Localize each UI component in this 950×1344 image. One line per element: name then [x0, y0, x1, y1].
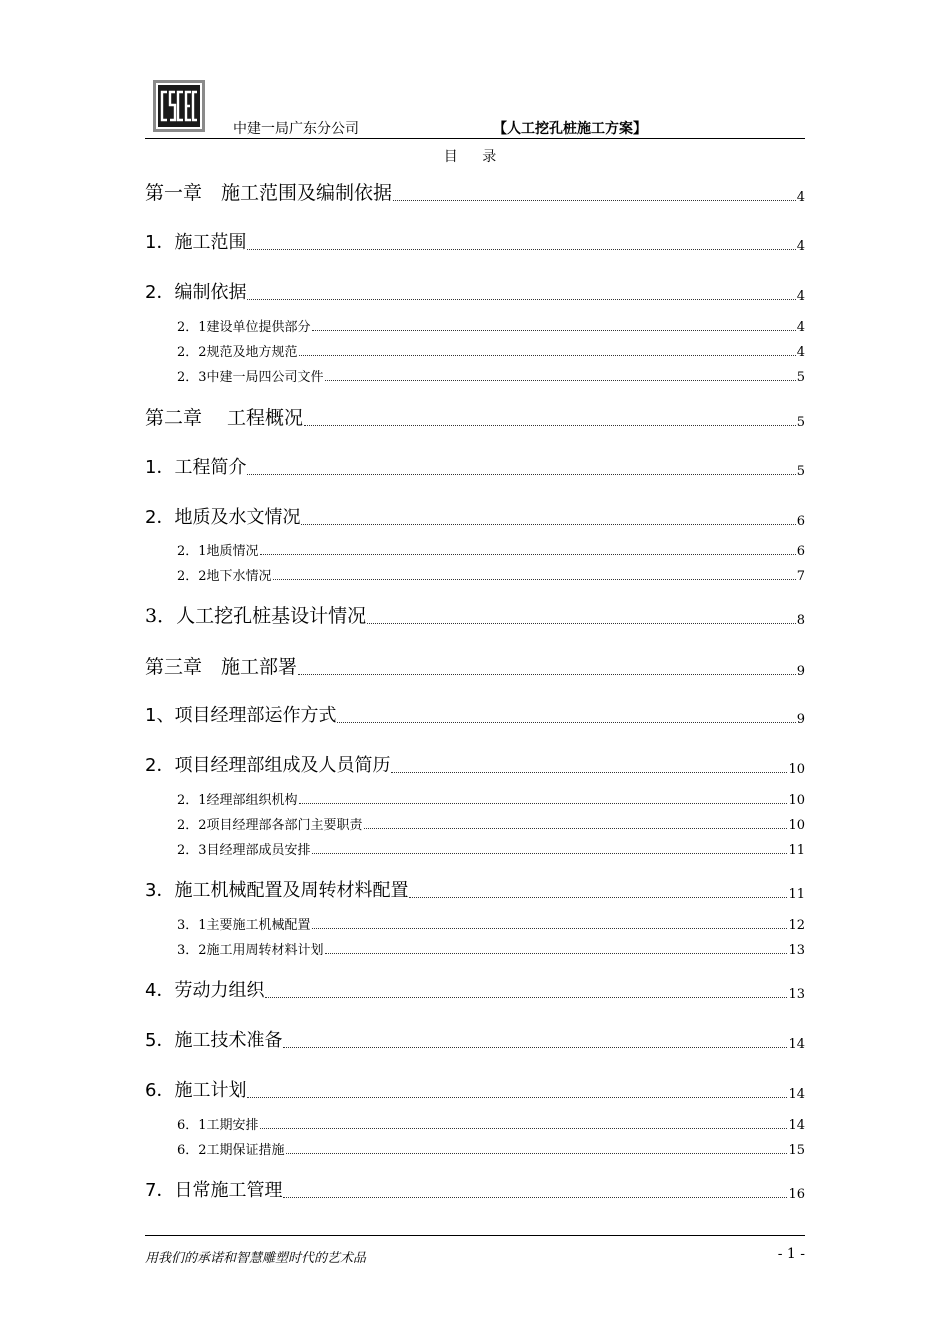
toc-entry-label: 第一章 施工范围及编制依据 — [145, 182, 393, 204]
toc-entry-label: 2．2地下水情况 — [177, 569, 272, 584]
toc-entry[interactable] — [145, 814, 805, 833]
company-name: 中建一局广东分公司 — [233, 121, 359, 137]
toc-entry[interactable] — [145, 1139, 805, 1158]
toc-dot-leader — [304, 424, 796, 426]
toc-entry-label: 2．1经理部组织机构 — [177, 793, 298, 808]
toc-entry-page: 16 — [788, 1187, 805, 1202]
toc-entry-page: 10 — [788, 762, 805, 777]
toc-entry-label: 第二章 工程概况 — [145, 407, 304, 429]
toc-dot-leader — [260, 1127, 788, 1129]
toc-entry-page: 13 — [788, 987, 805, 1002]
toc-entry-label: 2．项目经理部组成及人员简历 — [145, 755, 391, 776]
toc-entry[interactable] — [145, 228, 805, 254]
toc-entry[interactable] — [145, 789, 805, 808]
toc-entry-page: 4 — [796, 190, 805, 205]
toc-entry-label: 3．2施工用周转材料计划 — [177, 943, 324, 958]
toc-dot-leader — [393, 199, 796, 201]
toc-entry-page: 4 — [796, 239, 805, 254]
toc-entry-label: 2．3目经理部成员安排 — [177, 843, 311, 858]
toc-dot-leader — [337, 721, 795, 723]
toc-entry-label: 6．1工期安排 — [177, 1118, 259, 1133]
toc-entry[interactable] — [145, 839, 805, 858]
toc-entry-page: 13 — [788, 943, 805, 958]
toc-entry-page: 9 — [796, 712, 805, 727]
toc-entry[interactable] — [145, 939, 805, 958]
toc-entry-label: 1．工程简介 — [145, 457, 247, 478]
toc-entry-label: 7．日常施工管理 — [145, 1180, 283, 1201]
toc-dot-leader — [283, 1046, 787, 1048]
toc-entry[interactable] — [145, 1076, 805, 1102]
toc-entry-page: 4 — [796, 289, 805, 304]
toc-entry-label: 6．2工期保证措施 — [177, 1143, 285, 1158]
toc-dot-leader — [325, 952, 788, 954]
toc-dot-leader — [265, 996, 787, 998]
toc-entry-page: 6 — [796, 544, 805, 559]
toc-dot-leader — [247, 298, 795, 300]
toc-dot-leader — [247, 473, 795, 475]
toc-entry-page: 14 — [788, 1087, 805, 1102]
document-title: 【人工挖孔桩施工方案】 — [493, 121, 647, 137]
toc-entry-label: 2．编制依据 — [145, 282, 247, 303]
toc-entry[interactable] — [145, 701, 805, 727]
toc-entry[interactable] — [145, 1114, 805, 1133]
toc-dot-leader — [391, 771, 787, 773]
toc-dot-leader — [273, 578, 796, 580]
toc-entry-label: 3．1主要施工机械配置 — [177, 918, 311, 933]
toc-entry-page: 5 — [796, 370, 805, 385]
toc-entry-page: 14 — [788, 1118, 805, 1133]
toc-entry-page: 9 — [796, 664, 805, 679]
toc-entry-label: 1．施工范围 — [145, 232, 247, 253]
toc-entry[interactable] — [145, 876, 805, 902]
toc-dot-leader — [283, 1196, 787, 1198]
toc-entry-label: 5．施工技术准备 — [145, 1030, 283, 1051]
toc-dot-leader — [299, 802, 788, 804]
toc-entry-page: 12 — [788, 918, 805, 933]
toc-entry[interactable] — [145, 178, 805, 205]
toc-dot-leader — [247, 1096, 787, 1098]
toc-dot-leader — [286, 1152, 788, 1154]
toc-entry-label: 2．地质及水文情况 — [145, 507, 301, 528]
toc-entry-page: 4 — [796, 345, 805, 360]
toc-entry-label: 1、项目经理部运作方式 — [145, 705, 337, 726]
toc-entry-page: 10 — [788, 818, 805, 833]
toc-entry[interactable] — [145, 316, 805, 335]
toc-dot-leader — [247, 248, 795, 250]
toc-entry[interactable] — [145, 976, 805, 1002]
toc-dot-leader — [312, 329, 796, 331]
toc-entry-label: 4．劳动力组织 — [145, 980, 265, 1001]
toc-entry-label: 3．施工机械配置及周转材料配置 — [145, 880, 409, 901]
toc-entry-page: 8 — [796, 613, 805, 628]
toc-dot-leader — [298, 673, 796, 675]
page-number: - 1 - — [777, 1246, 805, 1262]
toc-entry-label: 6．施工计划 — [145, 1080, 247, 1101]
toc-dot-leader — [364, 827, 788, 829]
toc-dot-leader — [299, 354, 796, 356]
toc-entry[interactable] — [145, 1026, 805, 1052]
toc-dot-leader — [312, 927, 788, 929]
toc-entry-label: 第三章 施工部署 — [145, 656, 298, 678]
toc-entry-label: 2．2规范及地方规范 — [177, 345, 298, 360]
page-header — [145, 116, 805, 139]
toc-entry[interactable] — [145, 565, 805, 584]
toc-entry-page: 15 — [788, 1143, 805, 1158]
toc-entry[interactable] — [145, 914, 805, 933]
toc-entry-page: 11 — [788, 843, 805, 858]
toc-entry[interactable] — [145, 278, 805, 304]
toc-entry[interactable] — [145, 652, 805, 679]
toc-entry[interactable] — [145, 366, 805, 385]
toc-dot-leader — [301, 523, 795, 525]
toc-entry-page: 10 — [788, 793, 805, 808]
footer-slogan: 用我们的承诺和智慧雕塑时代的艺术品 — [145, 1251, 367, 1266]
toc-entry-label: 2．2项目经理部各部门主要职责 — [177, 818, 363, 833]
toc-dot-leader — [409, 896, 787, 898]
toc-entry[interactable] — [145, 601, 805, 628]
toc-entry-page: 5 — [796, 415, 805, 430]
toc-entry-page: 7 — [796, 569, 805, 584]
toc-entry-label: 2．3中建一局四公司文件 — [177, 370, 324, 385]
toc-entry[interactable] — [145, 1176, 805, 1202]
toc-entry[interactable] — [145, 453, 805, 479]
toc-entry-page: 14 — [788, 1037, 805, 1052]
toc-entry-page: 5 — [796, 464, 805, 479]
toc-entry[interactable] — [145, 751, 805, 777]
toc-entry[interactable] — [145, 341, 805, 360]
footer-divider — [145, 1235, 805, 1236]
toc-dot-leader — [325, 379, 796, 381]
toc-title: 目 录 — [443, 149, 507, 165]
toc-entry-page: 6 — [796, 514, 805, 529]
toc-entry-label: 3．人工挖孔桩基设计情况 — [145, 605, 367, 627]
toc-entry-label: 2．1建设单位提供部分 — [177, 320, 311, 335]
toc-entry-label: 2．1地质情况 — [177, 544, 259, 559]
toc-dot-leader — [260, 553, 796, 555]
toc-entry[interactable] — [145, 403, 805, 430]
toc-entry-page: 11 — [788, 887, 805, 902]
toc-entry[interactable] — [145, 503, 805, 529]
toc-dot-leader — [312, 852, 788, 854]
toc-entry-page: 4 — [796, 320, 805, 335]
toc-entry[interactable] — [145, 540, 805, 559]
toc-dot-leader — [367, 622, 796, 624]
